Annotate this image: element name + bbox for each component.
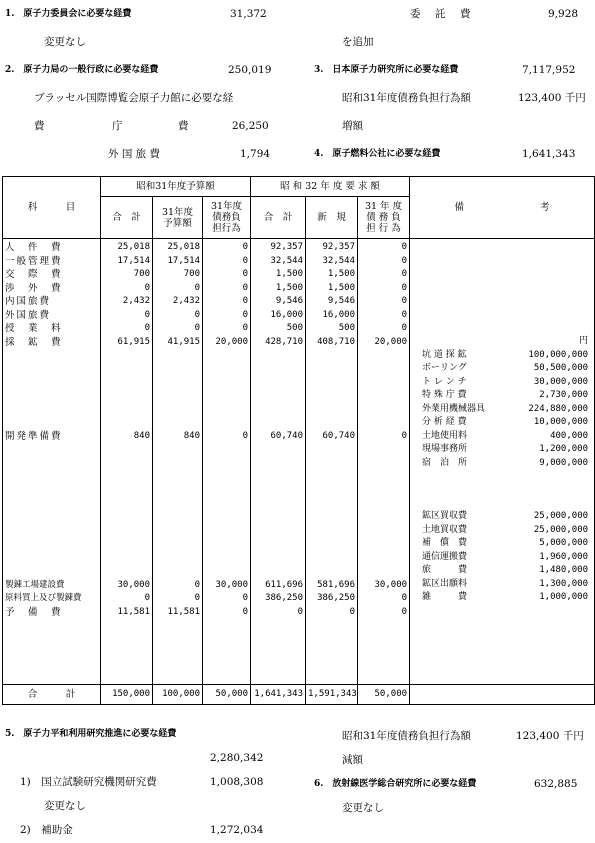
remarks-unit: 円: [579, 336, 589, 346]
gengaku-note: 減額: [342, 754, 363, 766]
remarks-dev: [422, 510, 588, 605]
remark-item: 通信運搬費: [422, 551, 468, 562]
header-s32: 昭 和 32 年 度 要 求 額: [251, 177, 410, 197]
item3-sub: 昭和31年度債務負担行為額: [342, 92, 471, 104]
row-value: 386,250: [265, 593, 304, 603]
remark-item: 外業用機械器具: [422, 403, 486, 414]
item2-sub-line1: ブラッセル国際博覧会原子力館に必要な経: [34, 92, 234, 104]
remark-row: [422, 551, 588, 565]
row-value: 17,514: [167, 255, 200, 266]
item1-note: 変更なし: [44, 36, 86, 48]
remark-amount: 100,000,000: [528, 349, 589, 360]
row-value: 408,710: [317, 336, 356, 347]
kamoku-column: [3, 239, 101, 685]
row-value: 0: [242, 269, 249, 279]
item4-amount: 1,641,343: [522, 148, 576, 160]
item2-amount: 250,019: [228, 64, 272, 76]
tsuika-note: を追加: [342, 36, 374, 48]
total-label: 合 計: [3, 685, 101, 705]
remark-row: [422, 349, 588, 363]
travel-label: 外 国 旅 費: [108, 148, 161, 160]
col-s31-budget: [153, 239, 203, 685]
item3-zougaku: 増額: [342, 120, 363, 132]
item2-label: 2. 原子力局の一般行政に必要な経費: [5, 65, 159, 75]
row-value: 30,000: [215, 579, 249, 590]
row-value: 611,696: [265, 579, 304, 590]
remark-item: 旅 費: [422, 565, 468, 575]
row-value: 0: [401, 323, 408, 333]
remark-row: [422, 389, 588, 403]
remark-amount: 5,000,000: [539, 538, 589, 548]
row-label: 採 鉱 費: [5, 336, 63, 348]
row-value: 700: [183, 269, 200, 279]
remark-row: [422, 403, 588, 417]
row-value: 0: [242, 242, 249, 252]
row-value: 1,500: [275, 269, 304, 279]
item3-amount: 7,117,952: [522, 64, 576, 76]
header-s31-debt: 31年度 債務負 担行為: [203, 197, 251, 239]
row-value: 0: [194, 282, 200, 293]
remark-item: 特 殊 庁 費: [422, 390, 467, 400]
row-value: 41,915: [167, 336, 200, 347]
row-value: 32,544: [322, 255, 356, 266]
total-b: 100,000: [153, 685, 203, 705]
remark-row: [422, 591, 588, 605]
remark-amount: 224,880,000: [528, 403, 589, 414]
row-value: 386,250: [317, 593, 356, 603]
header-s31: 昭和31年度予算額: [101, 177, 251, 197]
row-value: 0: [401, 606, 408, 617]
remark-row: [422, 510, 588, 524]
row-label: 予 備 費: [5, 606, 63, 618]
header-kamoku: 科 目: [3, 177, 101, 239]
remark-row: [422, 443, 588, 457]
remark-row: [422, 564, 588, 578]
remark-amount: 1,480,000: [539, 565, 589, 575]
row-value: 16,000: [270, 309, 304, 320]
col-s32-new: [306, 239, 358, 685]
budget-table: [2, 176, 595, 705]
remark-amount: 10,000,000: [533, 417, 589, 427]
remark-amount: 25,000,000: [533, 524, 589, 535]
row-value: 0: [144, 593, 150, 603]
item3-label: 3. 日本原子力研究所に必要な経費: [314, 65, 459, 75]
header-s31-total: 合 計: [101, 197, 153, 239]
remark-item: 坑 道 探 鉱: [422, 349, 467, 360]
row-value: 0: [242, 255, 249, 266]
travel-amount: 1,794: [240, 148, 271, 160]
row-label: 一般管理費: [5, 255, 63, 267]
row-value: 16,000: [322, 309, 356, 320]
total-e: 1,591,343: [306, 685, 358, 705]
col-s32-total: [251, 239, 306, 685]
row-value: 30,000: [374, 579, 408, 590]
item6-amount: 632,885: [534, 778, 578, 790]
row-label: 製錬工場建設費: [5, 579, 65, 590]
row-value: 0: [242, 323, 249, 333]
row-label: 原料買上及び製錬費: [5, 593, 82, 603]
row-value: 0: [242, 282, 249, 293]
row-value: 60,740: [322, 431, 356, 441]
row-value: 0: [242, 309, 249, 320]
remark-amount: 50,500,000: [533, 363, 589, 373]
item2-sub-line2-c: 費: [178, 120, 189, 132]
row-value: 11,581: [117, 606, 150, 617]
row-value: 0: [144, 323, 150, 333]
row-label: 交 際 費: [5, 269, 63, 280]
row-value: 11,581: [167, 606, 200, 617]
row-value: 0: [401, 269, 408, 279]
row-value: 0: [401, 282, 408, 293]
item3-sub-amount: 123,400 千円: [518, 92, 586, 104]
row-label: 渉 外 費: [5, 282, 63, 294]
row-value: 581,696: [317, 579, 356, 590]
row-value: 0: [349, 606, 356, 617]
row-value: 840: [183, 431, 200, 441]
remark-row: [422, 416, 588, 430]
row-value: 0: [401, 309, 408, 320]
itaku-amount: 9,928: [548, 8, 579, 20]
row-value: 500: [286, 323, 304, 333]
row-value: 9,546: [327, 296, 356, 306]
remark-row: [422, 578, 588, 592]
row-value: 20,000: [374, 336, 408, 347]
item2-sub-line2-a: 費: [34, 120, 45, 132]
remarks-mining: [422, 349, 588, 471]
row-label: 開発準備費: [5, 431, 63, 442]
row-value: 0: [242, 606, 249, 617]
header-biko: 備 考: [410, 177, 595, 239]
row-value: 840: [133, 431, 150, 441]
debt-amount: 123,400 千円: [516, 730, 584, 742]
remark-item: 補 償 費: [422, 538, 468, 548]
item6-label: 6. 放射線医学総合研究所に必要な経費: [314, 779, 477, 789]
remark-amount: 25,000,000: [533, 511, 589, 521]
row-value: 0: [401, 431, 408, 441]
sub2-amount: 1,272,034: [210, 824, 264, 836]
row-label: 外国旅費: [5, 309, 52, 321]
remark-row: [422, 362, 588, 376]
sub1-label: 1) 国立試験研究機関研究費: [20, 776, 157, 788]
row-value: 0: [242, 593, 249, 603]
total-a: 150,000: [101, 685, 153, 705]
header-s32-new: 新 規: [306, 197, 358, 239]
remark-item: ボーリング: [422, 363, 467, 373]
row-value: 700: [133, 269, 150, 279]
remarks-column: [410, 239, 595, 685]
remark-item: 現場事務所: [422, 444, 468, 454]
col-s32-debt: [358, 239, 410, 685]
remark-row: [422, 457, 588, 471]
row-value: 60,740: [270, 431, 304, 441]
remark-amount: 1,960,000: [539, 551, 589, 562]
row-value: 9,546: [275, 296, 304, 306]
total-d: 1,641,343: [251, 685, 306, 705]
row-value: 92,357: [270, 242, 304, 252]
row-value: 0: [242, 431, 249, 441]
remark-row: [422, 524, 588, 538]
debt-label: 昭和31年度債務負担行為額: [342, 730, 471, 742]
remark-amount: 1,000,000: [539, 592, 589, 602]
row-value: 30,000: [117, 579, 150, 590]
total-c: 50,000: [203, 685, 251, 705]
item1-label: 1. 原子力委員会に必要な経費: [5, 9, 132, 19]
row-label: 内国旅費: [5, 296, 52, 307]
remark-row: [422, 537, 588, 551]
item5-amount: 2,280,342: [210, 752, 264, 764]
item4-label: 4. 原子燃料公社に必要な経費: [314, 149, 441, 159]
row-value: 0: [194, 309, 200, 320]
remark-amount: 400,000: [550, 430, 589, 441]
remark-item: 鉱区出願料: [422, 578, 468, 589]
sub2-label: 2) 補助金: [20, 824, 73, 836]
row-value: 0: [194, 579, 200, 590]
row-value: 25,018: [167, 242, 200, 252]
row-value: 0: [401, 296, 408, 306]
item5-label: 5. 原子力平和利用研究推進に必要な経費: [5, 729, 177, 739]
item2-sub-amount: 26,250: [232, 120, 269, 132]
row-value: 61,915: [117, 336, 150, 347]
row-value: 1,500: [327, 269, 356, 279]
header-s31-budget: 31年度 予算額: [153, 197, 203, 239]
row-value: 32,544: [270, 255, 304, 266]
remark-amount: 1,300,000: [539, 578, 589, 589]
remark-amount: 2,730,000: [539, 390, 589, 400]
sub1-amount: 1,008,308: [210, 776, 264, 788]
row-value: 0: [194, 323, 200, 333]
remark-item: 鉱区買収費: [422, 511, 468, 521]
remark-amount: 30,000,000: [533, 376, 589, 387]
row-value: 0: [194, 593, 200, 603]
remark-item: 宿 泊 所: [422, 457, 468, 468]
row-value: 0: [144, 309, 150, 320]
row-value: 2,432: [122, 296, 150, 306]
row-value: 0: [297, 606, 304, 617]
item1-amount: 31,372: [230, 8, 267, 20]
row-label: 人 件 費: [5, 242, 63, 253]
row-value: 0: [401, 593, 408, 603]
row-value: 0: [401, 242, 408, 252]
remark-amount: 1,200,000: [539, 444, 589, 454]
row-value: 20,000: [215, 336, 249, 347]
row-value: 1,500: [275, 282, 304, 293]
row-value: 17,514: [117, 255, 150, 266]
col-s31-debt: [203, 239, 251, 685]
remark-item: 分 析 経 費: [422, 417, 467, 427]
row-value: 1,500: [327, 282, 356, 293]
row-label: 授 業 料: [5, 323, 63, 334]
item6-note: 変更なし: [342, 802, 384, 814]
remark-item: 土地買収費: [422, 524, 468, 535]
remark-row: [422, 376, 588, 390]
row-value: 0: [144, 282, 150, 293]
total-f: 50,000: [358, 685, 410, 705]
row-value: 25,018: [117, 242, 150, 252]
header-s32-total: 合 計: [251, 197, 306, 239]
remark-item: ト レ ン チ: [422, 376, 467, 387]
row-value: 0: [401, 255, 408, 266]
remark-row: [422, 430, 588, 444]
remark-item: 雑 費: [422, 592, 468, 602]
row-value: 428,710: [265, 336, 304, 347]
row-value: 0: [242, 296, 249, 306]
item2-sub-line2-b: 庁: [112, 120, 123, 132]
itaku-label: 委 託 費: [410, 8, 473, 20]
row-value: 2,432: [172, 296, 200, 306]
remark-amount: 9,000,000: [539, 457, 589, 468]
row-value: 92,357: [322, 242, 356, 252]
sub1-note: 変更なし: [44, 800, 86, 812]
remark-item: 土地使用料: [422, 430, 468, 441]
row-value: 500: [338, 323, 356, 333]
header-s32-debt: 31 年 度 債 務 負 担 行 為: [358, 197, 410, 239]
col-s31-total: [101, 239, 153, 685]
